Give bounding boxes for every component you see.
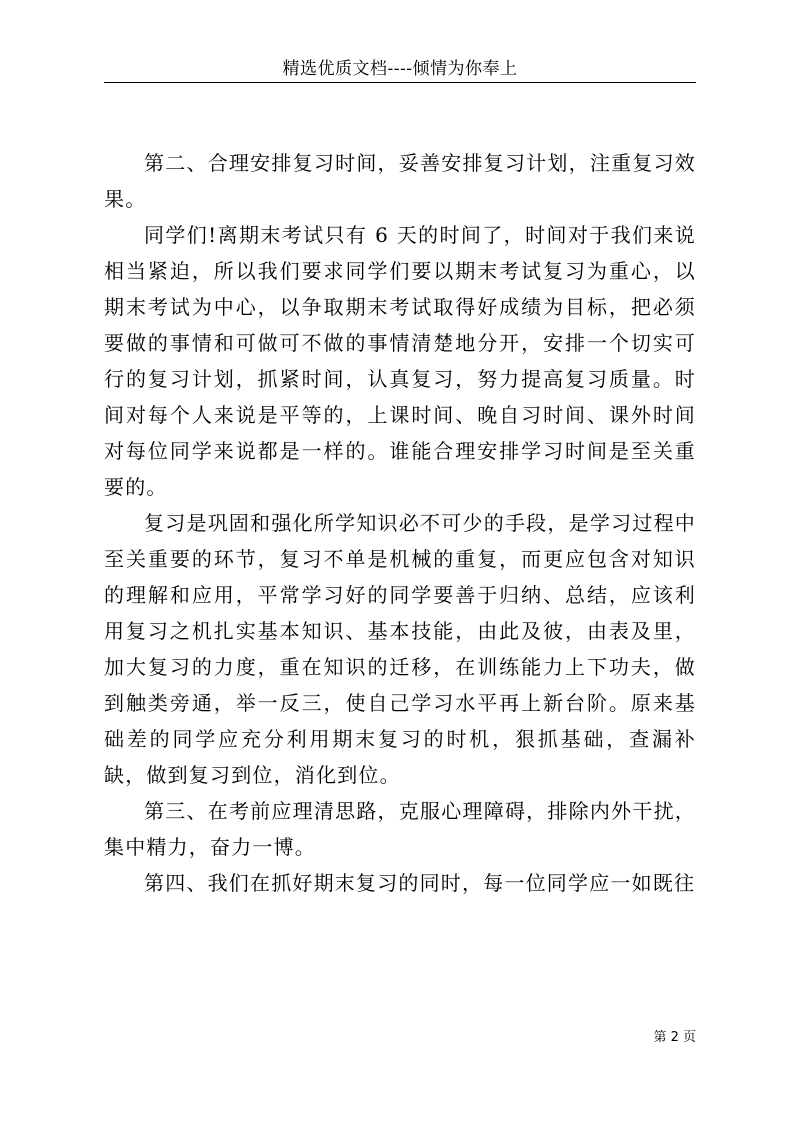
paragraph: 第二、合理安排复习时间，妥善安排复习计划，注重复习效果。 <box>104 151 696 211</box>
page-number: 第 2 页 <box>653 1030 696 1045</box>
paragraph: 第四、我们在抓好期末复习的同时，每一位同学应一如既往 <box>144 871 696 895</box>
paragraph: 第三、在考前应理清思路，克服心理障碍，排除内外干扰，集中精力，奋力一博。 <box>104 799 696 859</box>
page-header: 精选优质文档----倾情为你奉上 <box>104 56 696 83</box>
paragraph: 复习是巩固和强化所学知识必不可少的手段，是学习过程中至关重要的环节，复习不单是机械的重复，而更应包含对知识的理解和应用，平常学习好的同学要善于归纳、总结，应该利用复习之机扎实基本知识、基本技能，由此及彼，由表及里，加大复习的力度，重在知识的迁移，在训练能力上下功夫，做到触类旁通，举一反三，使自己学习水平再上新台阶。原来基础差的同学应充分利用期末复习的时机，狠抓基础，查漏补缺，做到复习到位，消化到位。 <box>104 511 696 787</box>
paragraph: 同学们!离期末考试只有 6 天的时间了，时间对于我们来说相当紧迫，所以我们要求同学们要以期末考试复习为重心，以期末考试为中心，以争取期末考试取得好成绩为目标，把必须要做的事情和可做可不做的事情清楚地分开，安排一个切实可行的复习计划，抓紧时间，认真复习，努力提高复习质量。时间对每个人来说是平等的，上课时间、晚自习时间、课外时间对每位同学来说都是一样的。谁能合理安排学习时间是至关重要的。 <box>104 223 696 499</box>
document-body <box>104 145 696 901</box>
